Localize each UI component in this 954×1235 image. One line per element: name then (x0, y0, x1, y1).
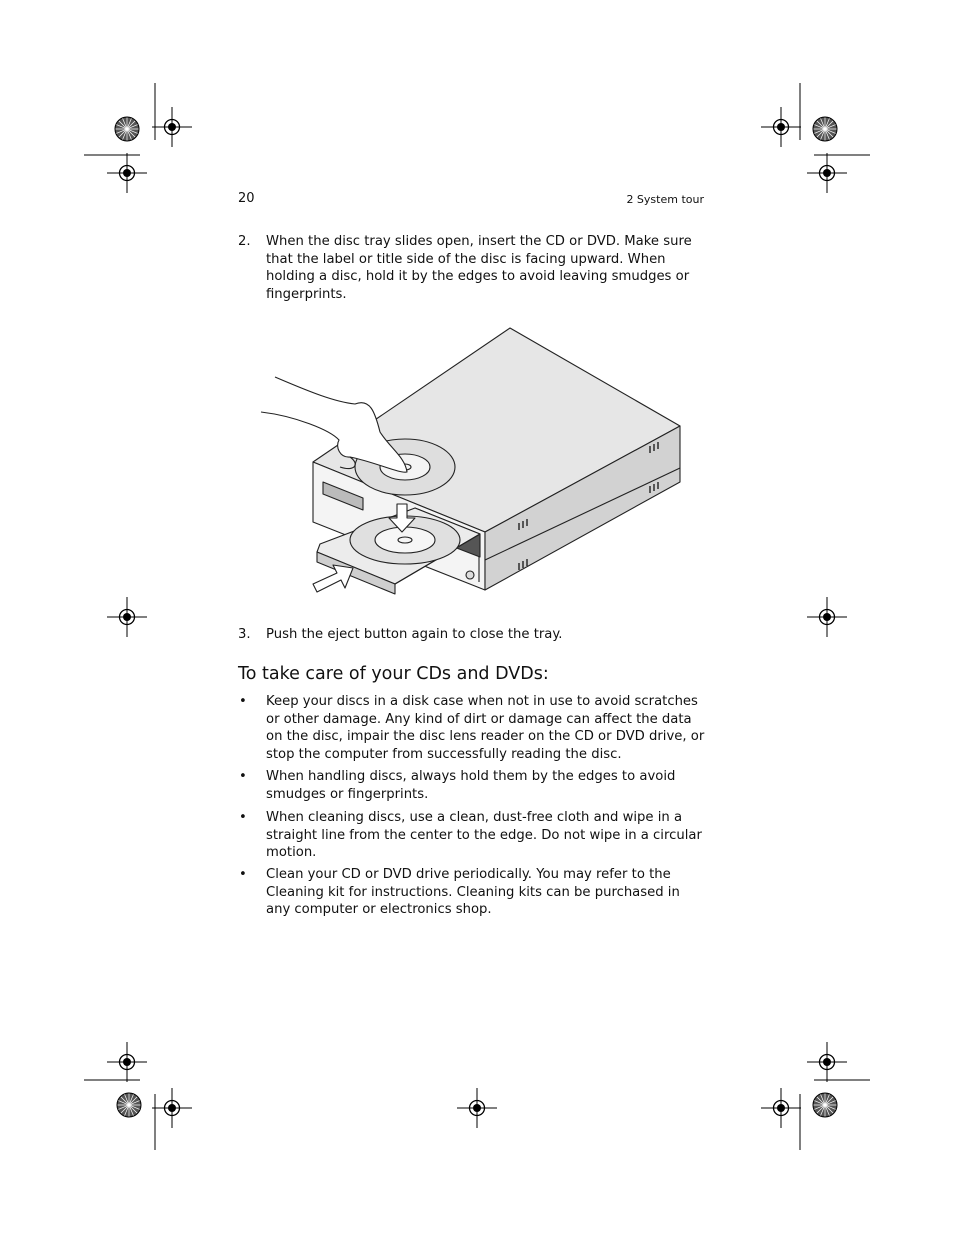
step-3 (238, 626, 708, 644)
step-text: Push the eject button again to close the tray. (266, 627, 563, 642)
step-text: When the disc tray slides open, insert the CD or DVD. Make sure that the label or title side of the disc is facing upward. When holding a disc, hold it by the edges to avoid leaving smudges or fingerprints. (266, 234, 692, 302)
list-item: • When handling discs, always hold them by the edges to avoid smudges or fingerprints. (239, 769, 676, 802)
bullet-mark: • (239, 769, 247, 784)
bullet-mark: • (239, 867, 247, 882)
list-item: • When cleaning discs, use a clean, dust-free cloth and wipe in a straight line from the center to the edge. Do not wipe in a circular motion. (239, 810, 702, 861)
list-item: • Keep your discs in a disk case when not in use to avoid scratches or other damage. Any kind of dirt or damage can affect the data on the disc, impair the disc lens reader on the CD or DVD drive, or stop the computer from successfully reading the disc. (239, 694, 705, 762)
bullet-mark: • (239, 810, 247, 825)
list-item: • Clean your CD or DVD drive periodically. You may refer to the Cleaning kit for instructions. Cleaning kits can be purchased in any computer or electronics shop. (239, 867, 680, 918)
section-heading: To take care of your CDs and DVDs: (238, 664, 549, 684)
page-number: 20 (238, 191, 255, 206)
running-header: 2 System tour (626, 193, 704, 206)
disc-insertion-illustration (255, 322, 685, 600)
step-2 (238, 233, 708, 303)
step-number: 2. (238, 234, 251, 249)
step-number: 3. (238, 627, 251, 642)
bullet-mark: • (239, 694, 247, 709)
